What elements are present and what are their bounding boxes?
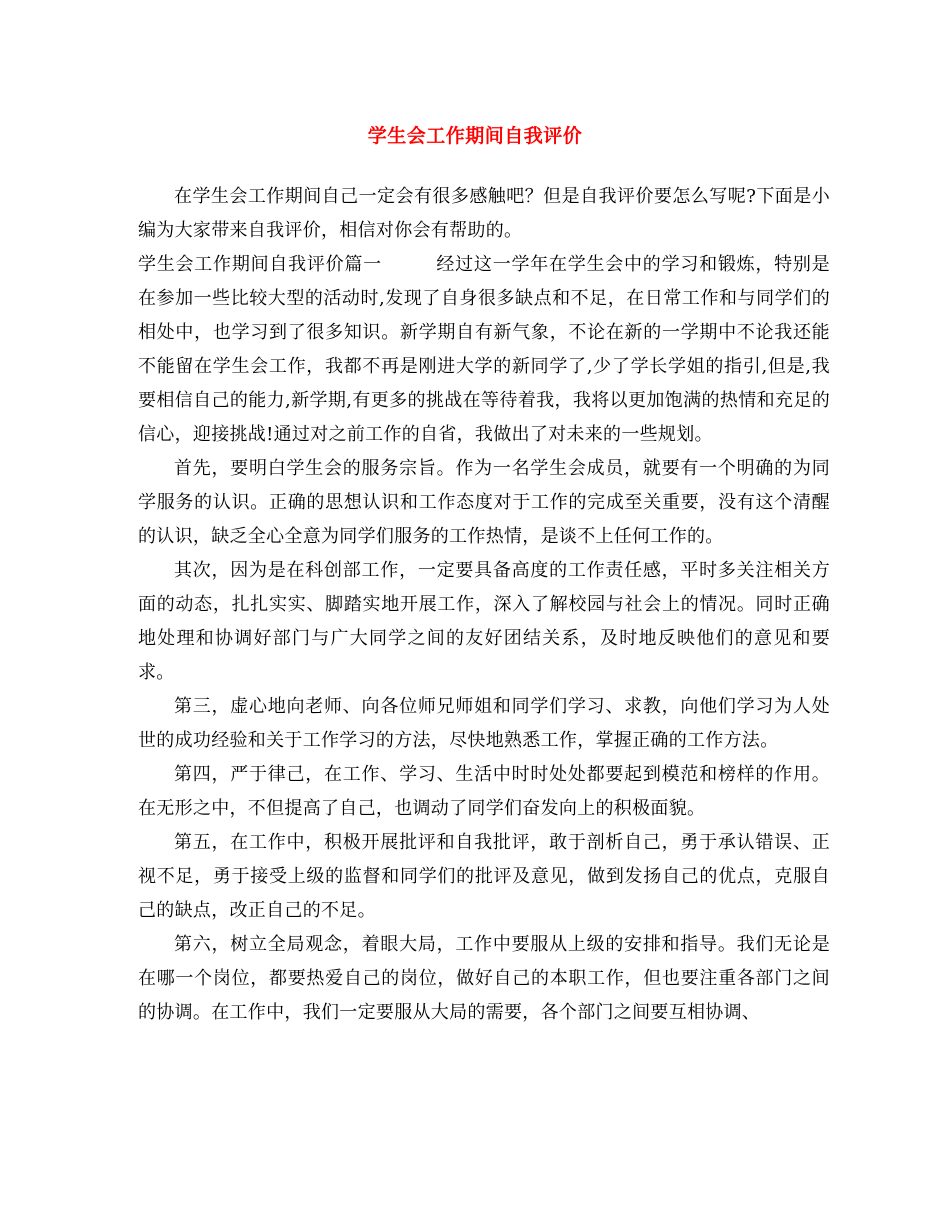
document-body bbox=[138, 180, 830, 1030]
document-title: 学生会工作期间自我评价 bbox=[367, 125, 583, 147]
paragraph-sixth: 第六，树立全局观念，着眼大局，工作中要服从上级的安排和指导。我们无论是在哪一个岗位，都要热爱自己的岗位，做好自己的本职工作，但也要注重各部门之间的协调。在工作中，我们一定要服从大局的需要，各个部门之间要互相协调、 bbox=[138, 934, 830, 1023]
section-one-heading: 学生会工作期间自我评价篇一 bbox=[138, 254, 382, 275]
section-one-paragraph bbox=[138, 248, 830, 452]
intro-paragraph: 在学生会工作期间自己一定会有很多感触吧？但是自我评价要怎么写呢?下面是小编为大家带来自我评价，相信对你会有帮助的。 bbox=[138, 186, 830, 241]
section-one-text: 经过这一学年在学生会中的学习和锻炼，特别是在参加一些比较大型的活动时,发现了自身很多缺点和不足，在日常工作和与同学们的相处中，也学习到了很多知识。新学期自有新气象，不论在新的一学期中不论我还能不能留在学生会工作，我都不再是刚进大学的新同学了,少了学长学姐的指引,但是,我要相信自己的能力,新学期,有更多的挑战在等待着我，我将以更加饱满的热情和充足的信心，迎接挑战!通过对之前工作的自省，我做出了对未来的一些规划。 bbox=[138, 254, 830, 445]
paragraph-fifth: 第五，在工作中，积极开展批评和自我批评，敢于剖析自己，勇于承认错误、正视不足，勇于接受上级的监督和同学们的批评及意见，做到发扬自己的优点，克服自己的缺点，改正自己的不足。 bbox=[138, 832, 830, 921]
paragraph-fourth: 第四，严于律己，在工作、学习、生活中时时处处都要起到模范和榜样的作用。在无形之中，不但提高了自己，也调动了同学们奋发向上的积极面貌。 bbox=[138, 764, 830, 819]
paragraph-third: 第三，虚心地向老师、向各位师兄师姐和同学们学习、求教，向他们学习为人处世的成功经验和关于工作学习的方法，尽快地熟悉工作，掌握正确的工作方法。 bbox=[138, 696, 830, 751]
paragraph-first: 首先，要明白学生会的服务宗旨。作为一名学生会成员，就要有一个明确的为同学服务的认识。正确的思想认识和工作态度对于工作的完成至关重要，没有这个清醒的认识，缺乏全心全意为同学们服务的工作热情，是谈不上任何工作的。 bbox=[138, 458, 830, 547]
paragraph-second: 其次，因为是在科创部工作，一定要具备高度的工作责任感，平时多关注相关方面的动态，扎扎实实、脚踏实地开展工作，深入了解校园与社会上的情况。同时正确地处理和协调好部门与广大同学之间的友好团结关系，及时地反映他们的意见和要求。 bbox=[138, 560, 830, 683]
